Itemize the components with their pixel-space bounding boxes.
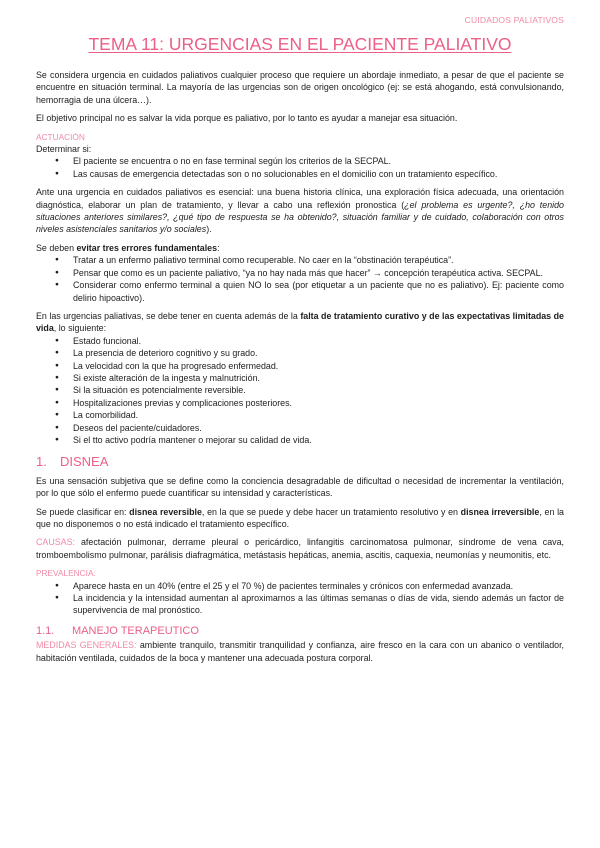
actuacion-paragraph-end: ). — [206, 224, 212, 235]
tener-en-cuenta-lead — [36, 310, 564, 335]
list-item: ● Estado funcional. — [73, 335, 564, 347]
section-number: 1. — [36, 454, 47, 470]
section-heading-text: DISNEA — [60, 454, 109, 470]
causas-label: CAUSAS: — [36, 537, 75, 548]
actuacion-lead: Determinar si: — [36, 144, 92, 155]
prevalencia-list — [36, 580, 564, 617]
list-item: ● Deseos del paciente/cuidadores. — [73, 422, 564, 434]
classification-text-c: , en la que se puede y debe hacer un tratamiento resolutivo y en — [201, 506, 461, 517]
medidas-text: ambiente tranquilo, transmitir tranquilidad y confianza, aire fresco en la cara con un abanico o ventilador, habitación ventilada, cuidados de la boca y mantener una adecuada postura corporal. — [36, 640, 565, 663]
errores-lead — [36, 242, 564, 254]
list-item: ● Si la situación es potencialmente reversible. — [73, 384, 564, 396]
list-item: ● La incidencia y la intensidad aumentan al aproximarnos a las últimas semanas o días de vida, siendo además un factor de supervivencia de mal pronóstico. — [73, 592, 564, 617]
classification-bold-irreversible: disnea irreversible — [460, 506, 540, 517]
errores-lead-bold: evitar tres errores fundamentales — [76, 242, 218, 253]
errores-lead-post: : — [217, 242, 220, 253]
disnea-definition: Es una sensación subjetiva que se define como la conciencia desagradable de dificultad o necesidad de incrementar la ventilación, por lo que sólo el enfermo puede cuantificar su intensidad y características. — [36, 475, 564, 499]
document-body — [36, 69, 564, 670]
list-item: ● La presencia de deterioro cognitivo y su grado. — [73, 347, 564, 359]
list-item: ● Considerar como enfermo terminal a quien NO lo sea (por etiquetar a un paciente que no es paliativo). Ej: paciente como delirio hipoactivo). — [73, 279, 564, 304]
classification-bold-reversible: disnea reversible — [129, 506, 202, 517]
list-item: ● La velocidad con la que ha progresado enfermedad. — [73, 360, 564, 372]
medidas-generales — [36, 639, 564, 664]
errores-lead-pre: Se deben — [36, 242, 77, 253]
causas-text: afectación pulmonar, derrame pleural o pericárdico, linfangitis carcinomatosa pulmonar, síndrome de vena cava, tromboembolismo pulmonar, parálisis diafragmática, metástasis hepáticas, anemia, ascitis, caquexia, neumonías y neumonitis, etc. — [36, 537, 564, 560]
disnea-classification — [36, 506, 564, 531]
medidas-label: MEDIDAS GENERALES: — [36, 640, 137, 651]
subsection-heading-manejo — [36, 625, 564, 637]
section-heading-disnea — [36, 456, 564, 468]
tener-en-cuenta-list — [36, 335, 564, 447]
actuacion-paragraph-text: Ante una urgencia en cuidados paliativos es esencial: una buena historia clínica, una exploración física adecuada, una orientación diagnóstica, elaborar un plan de tratamiento, y llevar a cabo una reflexión pronostica ( — [36, 187, 564, 210]
intro-paragraph-2: El objetivo principal no es salvar la vida porque es paliativo, por lo tanto es ayudar a manejar esa situación. — [36, 113, 458, 124]
subsection-heading-text: MANEJO TERAPEUTICO — [72, 624, 199, 637]
list-item: ● Si el tto activo podría mantener o mejorar su calidad de vida. — [73, 434, 564, 446]
list-item: ● Si existe alteración de la ingesta y malnutrición. — [73, 372, 564, 384]
actuacion-paragraph — [36, 186, 564, 236]
list-item: ● El paciente se encuentra o no en fase terminal según los criterios de la SECPAL. — [73, 155, 564, 167]
tener-lead-pre: En las urgencias paliativas, se debe tener en cuenta además de la — [36, 310, 301, 321]
intro-paragraph-1: Se considera urgencia en cuidados paliativos cualquier proceso que requiere un abordaje inmediato, a pesar de que el paciente se encuentre en situación terminal. La mayoría de las urgencias son de origen oncológico (ej: se está ahogando, está convulsionando, hemorragia de una úlcera…). — [36, 70, 564, 105]
list-item: ● Tratar a un enfermo paliativo terminal como recuperable. No caer en la “obstinación terapéutica”. — [73, 254, 564, 266]
actuacion-paragraph-italic: ¿el problema es urgente?, ¿ho tenido situaciones anteriores similares?, ¿qué tipo de respuesta se ha obtenido?, situación familiar y de cuidado, colaboración con otros niveles asistenciales sanitarios y/o sociales — [36, 199, 564, 235]
list-item: ● Pensar que como es un paciente paliativo, “ya no hay nada más que hacer” → concepción terapéutica activa. SECPAL. — [73, 267, 564, 279]
classification-text-e: , en la que no disponemos o no está indicado el tratamiento específico. — [36, 506, 564, 529]
tener-lead-post: , lo siguiente: — [53, 323, 107, 334]
prevalencia-label: PREVALENCIA: — [36, 568, 96, 579]
errores-list — [36, 254, 564, 304]
actuacion-label: ACTUACIÓN — [36, 131, 85, 142]
list-item: ● Aparece hasta en un 40% (entre el 25 y el 70 %) de pacientes terminales y crónicos con enfermedad avanzada. — [73, 580, 564, 592]
classification-text-a: Se puede clasificar en: — [36, 506, 130, 517]
list-item: ● La comorbilidad. — [73, 409, 564, 421]
running-header: CUIDADOS PALIATIVOS — [464, 15, 564, 25]
list-item: ● Hospitalizaciones previas y complicaciones posteriores. — [73, 397, 564, 409]
tener-lead-bold: falta de tratamiento curativo y de las expectativas limitadas de vida — [36, 310, 564, 334]
list-item: ● Las causas de emergencia detectadas son o no solucionables en el domicilio con un tratamiento específico. — [73, 168, 564, 180]
subsection-number: 1.1. — [36, 624, 55, 637]
page-title: TEMA 11: URGENCIAS EN EL PACIENTE PALIATIVO — [88, 34, 512, 54]
disnea-causas — [36, 536, 564, 561]
actuacion-list — [36, 155, 564, 180]
